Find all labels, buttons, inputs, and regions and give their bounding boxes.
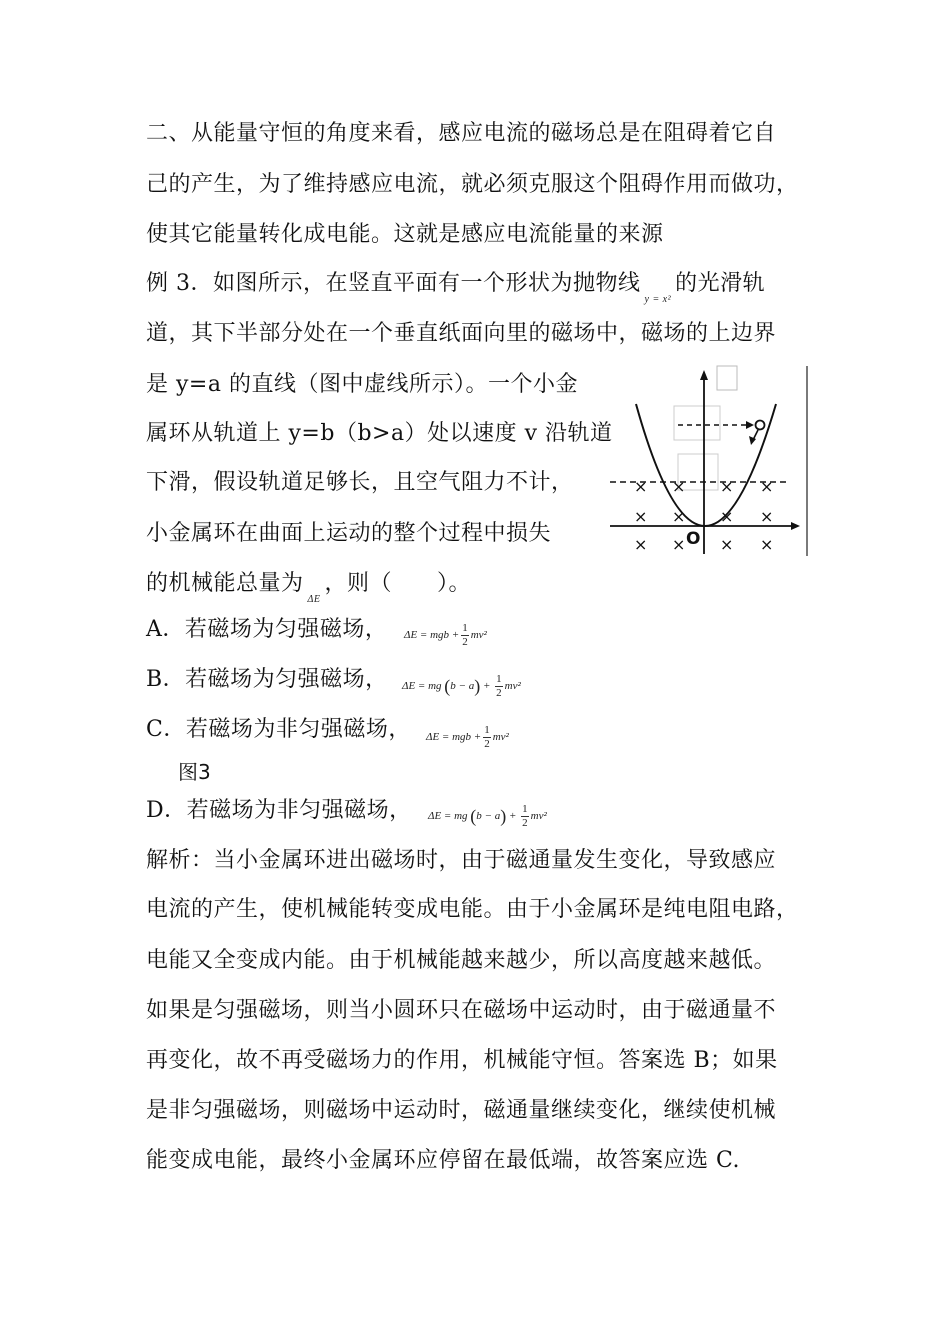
fraction-numerator: 1 [462, 622, 468, 634]
fraction [483, 724, 491, 751]
figure-caption: 图3 [178, 760, 211, 784]
fraction [461, 622, 469, 649]
fraction-numerator: 1 [484, 724, 490, 736]
example-line [146, 269, 765, 303]
delta-e-formula: ΔE [307, 594, 321, 605]
example-line: 小金属环在曲面上运动的整个过程中损失 [146, 521, 552, 546]
example-line [146, 569, 471, 603]
fraction-numerator: 1 [496, 673, 502, 685]
origin-label: O [686, 529, 701, 549]
field-cross: × [720, 535, 734, 554]
formula-text: mv² [504, 680, 521, 693]
paragraph-line: 己的产生，为了维持感应电流，就必须克服这个阻碍作用而做功， [146, 172, 799, 197]
height-b-arrow [746, 421, 754, 429]
example-text: 的机械能总量为 [146, 571, 304, 596]
field-cross: × [720, 477, 734, 496]
fraction-denominator: 2 [496, 687, 502, 699]
paragraph-line: 二、从能量守恒的角度来看，感应电流的磁场总是在阻碍着它自 [146, 121, 777, 146]
parabola-formula: y = x² [644, 294, 672, 305]
formula-text: ΔE = mg [402, 680, 442, 693]
option-c-formula [426, 724, 509, 751]
example-line: 道，其下半部分处在一个垂直纸面向里的磁场中，磁场的上边界 [146, 321, 777, 346]
analysis-line: 解析：当小金属环进出磁场时，由于磁通量发生变化，导致感应 [146, 848, 777, 873]
example-line: 是 y=a 的直线（图中虚线所示）。一个小金 [146, 372, 578, 397]
paragraph-line: 使其它能量转化成电能。这就是感应电流能量的来源 [146, 222, 664, 247]
formula-text: mv² [530, 810, 547, 823]
formula-text: mv² [470, 629, 487, 642]
analysis-line: 电能又全变成内能。由于机械能越来越少，所以高度越来越低。 [146, 948, 777, 973]
field-cross: × [634, 507, 648, 526]
fraction-denominator: 2 [522, 817, 528, 829]
field-cross: × [672, 535, 686, 554]
metal-ring [756, 421, 765, 430]
example-text: 例 3．如图所示，在竖直平面有一个形状为抛物线 [146, 271, 641, 296]
x-axis-arrow [791, 522, 800, 530]
faint-box [674, 406, 720, 440]
option-b: B．若磁场为匀强磁场， [146, 667, 388, 692]
field-cross: × [760, 535, 774, 554]
example-text: 的光滑轨 [675, 271, 766, 296]
analysis-line: 再变化，故不再受磁场力的作用，机械能守恒。答案选 B；如果 [146, 1048, 778, 1073]
option-c: C．若磁场为非匀强磁场， [146, 717, 411, 742]
fraction-denominator: 2 [462, 636, 468, 648]
y-axis-arrow [700, 370, 708, 380]
option-d: D．若磁场为非匀强磁场， [146, 798, 412, 823]
field-cross: × [720, 507, 734, 526]
field-cross: × [672, 507, 686, 526]
fraction [495, 673, 503, 700]
example-line: 属环从轨道上 y=b（b>a）处以速度 v 沿轨道 [146, 421, 613, 446]
fraction-numerator: 1 [522, 803, 528, 815]
field-cross: × [634, 535, 648, 554]
analysis-line: 如果是匀强磁场，则当小圆环只在磁场中运动时，由于磁通量不 [146, 998, 777, 1023]
option-d-formula: ΔE = mg (b − a) + $\frac{1}{2}$ mv² [428, 803, 547, 829]
faint-box [717, 366, 737, 390]
example-text: ，则（ ）。 [324, 571, 472, 596]
formula-text: ΔE = mg [428, 810, 468, 823]
formula-text: ΔE = mgb + [426, 731, 482, 744]
field-cross: × [634, 477, 648, 496]
option-a: A．若磁场为匀强磁场， [146, 617, 388, 642]
analysis-line: 能变成电能，最终小金属环应停留在最低端，故答案应选 C. [146, 1148, 741, 1173]
field-cross: × [760, 477, 774, 496]
fraction [521, 803, 529, 830]
analysis-line: 是非匀强磁场，则磁场中运动时，磁通量继续变化，继续使机械 [146, 1098, 777, 1123]
option-a-formula [404, 622, 487, 649]
example-line: 下滑，假设轨道足够长，且空气阻力不计， [146, 470, 574, 495]
fraction-denominator: 2 [484, 738, 490, 750]
parabola-track [636, 404, 776, 526]
field-cross: × [672, 477, 686, 496]
option-b-formula: ΔE = mg (b − a) + $\frac{1}{2}$ mv² [402, 673, 521, 699]
formula-text: ΔE = mgb + [404, 629, 460, 642]
formula-text: b − a [450, 680, 475, 693]
formula-text: mv² [492, 731, 509, 744]
parabola-figure [606, 364, 810, 558]
formula-text: b − a [476, 810, 501, 823]
field-cross: × [760, 507, 774, 526]
analysis-line: 电流的产生，使机械能转变成电能。由于小金属环是纯电阻电路， [146, 897, 799, 922]
